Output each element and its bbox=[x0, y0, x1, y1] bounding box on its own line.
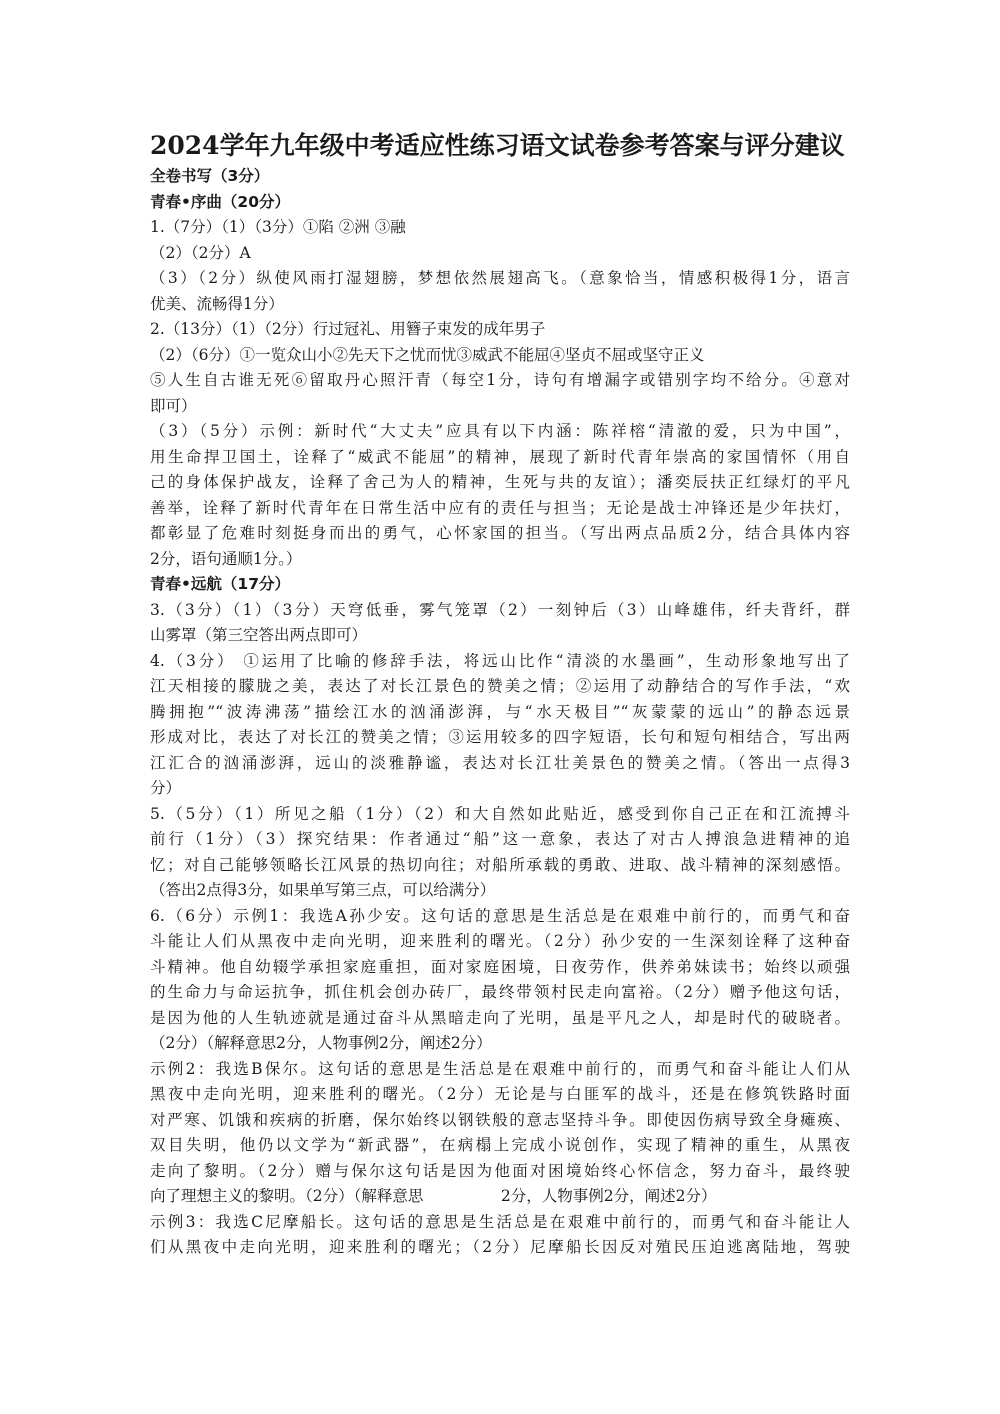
text-line: 分） bbox=[150, 779, 182, 797]
text-line: 即可） bbox=[150, 396, 197, 415]
text-line: 2分，语句通顺1分。） bbox=[150, 549, 302, 568]
text-line: 山雾罩（第三空答出两点即可） bbox=[150, 626, 368, 644]
text-line: 黑夜中走向光明，迎来胜利的曙光。（2分）无论是与白匪军的战斗，还是在修筑铁路时面 bbox=[150, 1085, 850, 1103]
section-heading: 全卷书写（3分） bbox=[150, 167, 270, 185]
text-line: 4.（3分） ①运用了比喻的修辞手法，将远山比作“清淡的水墨画”，生动形象地写出了 bbox=[150, 651, 850, 670]
text-line: 3.（3分）（1）（3分）天穹低垂，雾气笼罩（2）一刻钟后（3）山峰雄伟，纤夫背纤，群 bbox=[150, 600, 850, 619]
text-line: 形成对比，表达了对长江的赞美之情；③运用较多的四字短语，长句和短句相结合，写出两 bbox=[150, 728, 850, 746]
text-line: 腾拥抱”“波涛沸荡”描绘江水的汹涌澎湃，与“水天极目”“灰蒙蒙的远山”的静态远景 bbox=[150, 702, 850, 721]
text-line: ⑤人生自古谁无死⑥留取丹心照汗青（每空1分，诗句有增漏字或错别字均不给分。④意对 bbox=[150, 371, 850, 389]
text-line: 江天相接的朦胧之美，表达了对长江景色的赞美之情；②运用了动静结合的写作手法，“欢 bbox=[150, 677, 850, 695]
text-line: 双目失明，他仍以文学为“新武器”，在病榻上完成小说创作，实现了精神的重生，从黑夜 bbox=[150, 1136, 850, 1154]
document-body bbox=[150, 164, 850, 1261]
text-line: 己的身体保护战友，诠释了舍己为人的精神，生死与共的友谊）；潘奕辰扶正红绿灯的平凡 bbox=[150, 473, 850, 491]
text-line: 走向了黎明。（2分）赠与保尔这句话是因为他面对困境始终心怀信念，努力奋斗，最终驶 bbox=[150, 1161, 850, 1180]
answer-document bbox=[150, 128, 850, 1261]
text-line: （3）（5分）示例：新时代“大丈夫”应具有以下内涵：陈祥榕“清澈的爱，只为中国”， bbox=[150, 422, 850, 440]
text-line: 善举，诠释了新时代青年在日常生活中应有的责任与担当；无论是战士冲锋还是少年扶灯， bbox=[150, 498, 850, 517]
text-line: （2分）（解释意思2分，人物事例2分，阐述2分） bbox=[150, 1034, 492, 1052]
text-line: （2）（2分）A bbox=[150, 243, 251, 262]
text-line: 示例3：我选C尼摩船长。这句话的意思是生活总是在艰难中前行的，而勇气和奋斗能让人 bbox=[150, 1212, 850, 1231]
text-line: 斗能让人们从黑夜中走向光明，迎来胜利的曙光。（2分）孙少安的一生深刻诠释了这种奋 bbox=[150, 932, 850, 950]
text-line: 的生命力与命运抗争，抓住机会创办砖厂，最终带领村民走向富裕。（2分）赠予他这句话， bbox=[150, 983, 850, 1001]
text-line: 1.（7分）（1）（3分）①陷 ②洲 ③融 bbox=[150, 218, 406, 236]
text-line: 江汇合的汹涌澎湃，远山的淡雅静谧，表达对长江壮美景色的赞美之情。（答出一点得3 bbox=[150, 753, 850, 772]
text-line: 对严寒、饥饿和疾病的折磨，保尔始终以钢铁般的意志坚持斗争。即使因伤病导致全身瘫痪、 bbox=[150, 1110, 850, 1129]
text-line: （3）（2分）纵使风雨打湿翅膀，梦想依然展翅高飞。（意象恰当，情感积极得1分，语言 bbox=[150, 269, 850, 287]
text-line: 2.（13分）（1）（2分）行过冠礼、用簪子束发的成年男子 bbox=[150, 320, 546, 338]
text-line: 是因为他的人生轨迹就是通过奋斗从黑暗走向了光明，虽是平凡之人，却是时代的破晓者。 bbox=[150, 1008, 850, 1027]
text-line: 前行（1分）（3）探究结果：作者通过“船”这一意象，表达了对古人搏浪急进精神的追 bbox=[150, 830, 850, 848]
section-heading: 青春•序曲（20分） bbox=[150, 192, 290, 211]
text-line: （2）（6分）①一览众山小②先天下之忧而忧③威武不能屈④坚贞不屈或坚守正义 bbox=[150, 345, 705, 364]
text-line: （答出2点得3分，如果单写第三点，可以给满分） bbox=[150, 881, 496, 899]
text-line: 示例2：我选B保尔。这句话的意思是生活总是在艰难中前行的，而勇气和奋斗能让人们从 bbox=[150, 1059, 850, 1078]
document-title: 2024学年九年级中考适应性练习语文试卷参考答案与评分建议 bbox=[150, 131, 845, 160]
text-line: 向了理想主义的黎明。（2分）（解释意思 2分，人物事例2分，阐述2分） bbox=[150, 1187, 717, 1205]
text-line: 们从黑夜中走向光明，迎来胜利的曙光；（2分）尼摩船长因反对殖民压迫逃离陆地，驾驶 bbox=[150, 1238, 850, 1256]
section-heading: 青春•远航（17分） bbox=[150, 575, 290, 593]
text-line: 优美、流畅得1分） bbox=[150, 294, 284, 313]
text-line: 忆；对自己能够领略长江风景的热切向往；对船所承载的勇敢、进取、战斗精神的深刻感悟。 bbox=[150, 855, 850, 874]
text-line: 6.（6分）示例1：我选A孙少安。这句话的意思是生活总是在艰难中前行的，而勇气和奋 bbox=[150, 906, 850, 925]
text-line: 斗精神。他自幼辍学承担家庭重担，面对家庭困境，日夜劳作，供养弟妹读书；始终以顽强 bbox=[150, 957, 850, 976]
text-line: 用生命捍卫国土，诠释了“威武不能屈”的精神，展现了新时代青年崇高的家国情怀（用自 bbox=[150, 447, 850, 466]
text-line: 都彰显了危难时刻挺身而出的勇气，心怀家国的担当。（写出两点品质2分，结合具体内容 bbox=[150, 524, 850, 542]
text-line: 5.（5分）（1）所见之船（1分）（2）和大自然如此贴近，感受到你自己正在和江流搏斗 bbox=[150, 804, 850, 823]
